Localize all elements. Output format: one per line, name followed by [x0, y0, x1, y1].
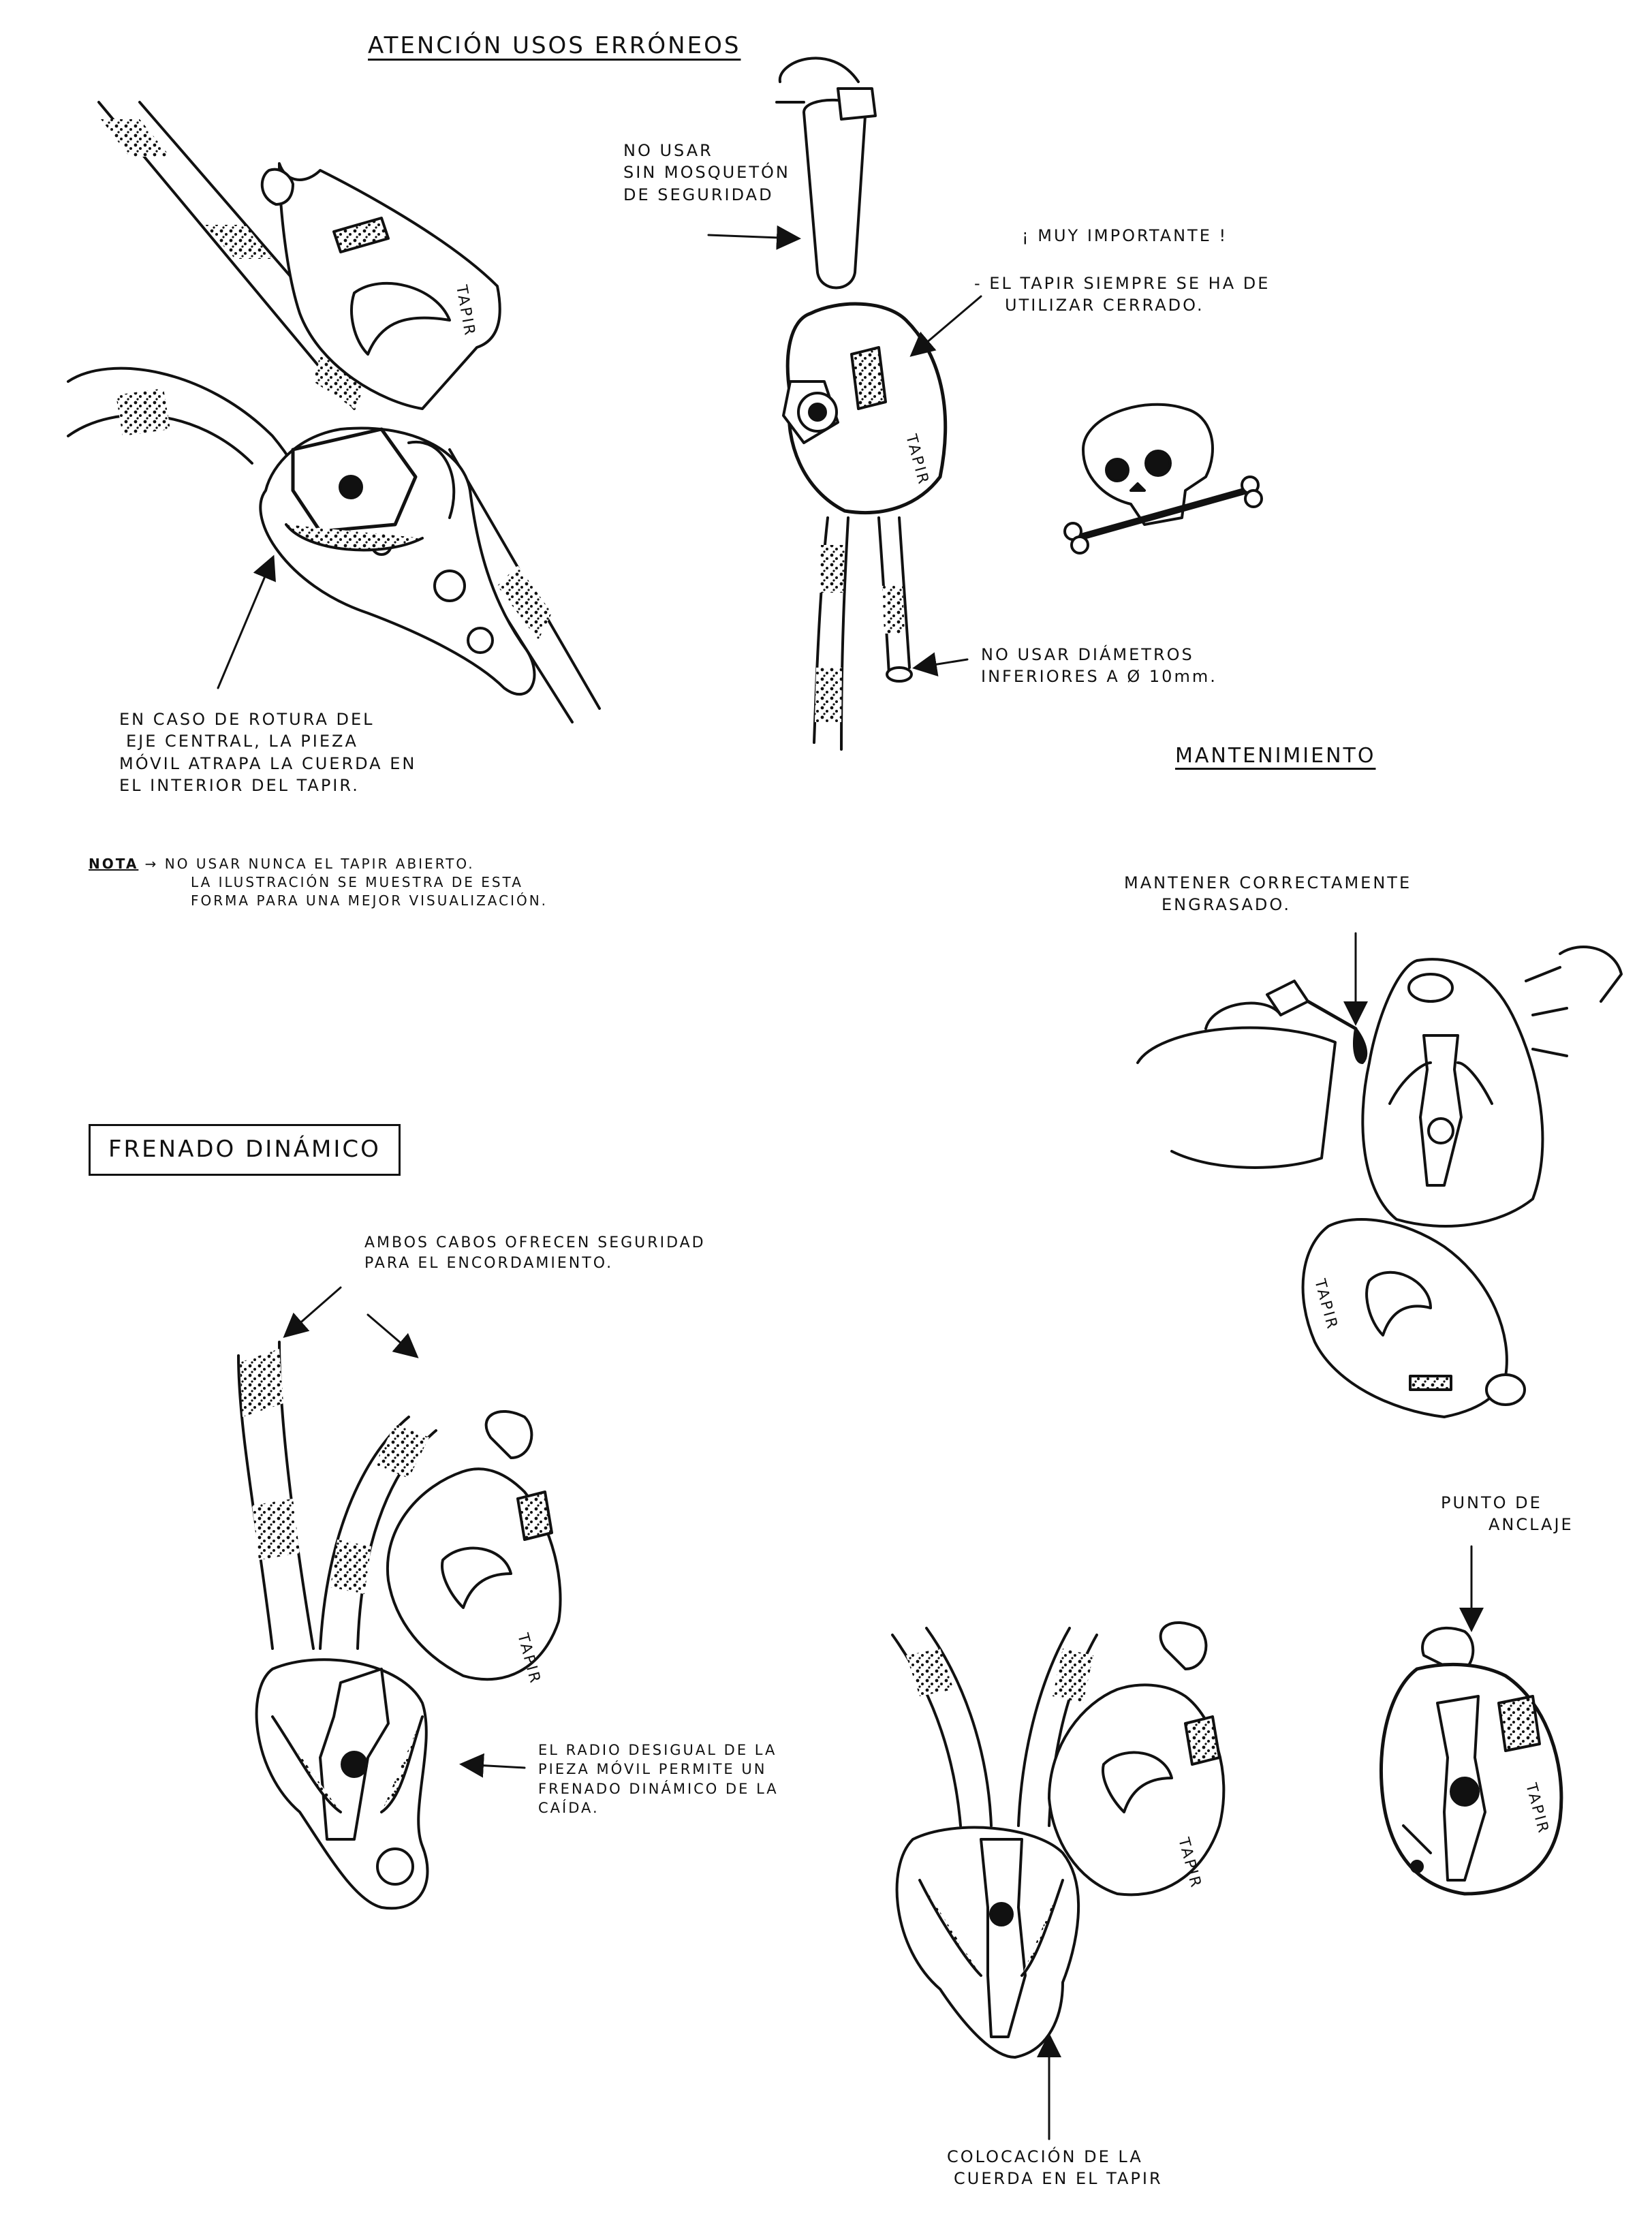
important-note-line-2: UTILIZAR CERRADO. [1005, 296, 1204, 315]
radius-note-line-2: PIEZA MÓVIL PERMITE UN [538, 1761, 767, 1778]
tapir-base-placement [897, 1828, 1078, 2057]
grease-note-line-1: MANTENER CORRECTAMENTE [1124, 873, 1412, 892]
rope-strands-down [814, 518, 911, 749]
arrow-both-ends-left [286, 1288, 341, 1335]
tapir-model-mark-2: TAPIR [902, 433, 933, 488]
rope-placement-note-line-1: COLOCACIÓN DE LA [947, 2147, 1143, 2166]
tapir-model-mark-4: TAPIR [514, 1632, 544, 1687]
nota-block [89, 855, 548, 910]
tapir-model-mark-3: TAPIR [1311, 1277, 1341, 1332]
axle-break-note-line-2: EJE CENTRAL, LA PIEZA [126, 732, 358, 751]
nota-line-1: NO USAR NUNCA EL TAPIR ABIERTO. [164, 856, 475, 872]
carabiner-note [623, 140, 790, 206]
anchor-point-figure [1381, 1628, 1561, 1894]
arrow-axle-break [218, 559, 272, 688]
grease-note [1124, 872, 1412, 916]
axle-break-note [119, 708, 416, 797]
misuse-title: ATENCIÓN USOS ERRÓNEOS [368, 32, 741, 59]
anchor-note-line-1: PUNTO DE [1441, 1493, 1542, 1512]
arrow-carabiner [708, 235, 797, 238]
tapir-model-mark-6: TAPIR [1522, 1781, 1553, 1837]
arrow-radius [463, 1764, 525, 1768]
arrow-diameter [916, 659, 967, 668]
axle-break-note-line-4: EL INTERIOR DEL TAPIR. [119, 776, 360, 796]
axle-break-note-line-1: EN CASO DE ROTURA DEL [119, 710, 375, 729]
tapir-side-plate-open [262, 163, 500, 409]
grease-note-line-2: ENGRASADO. [1162, 895, 1291, 915]
carabiner-note-line-2: SIN MOSQUETÓN [623, 163, 790, 183]
tapir-open-greasing [1362, 959, 1542, 1226]
tapir-closed-body [783, 304, 946, 512]
open-tapir-figure [68, 102, 599, 722]
nota-line-3: FORMA PARA UNA MEJOR VISUALIZACIÓN. [191, 892, 548, 909]
tapir-side-plate-greasing [1303, 1219, 1525, 1417]
rope-placement-note-line-2: CUERDA EN EL TAPIR [954, 2169, 1163, 2189]
radius-note-line-3: FRENADO DINÁMICO DE LA [538, 1780, 779, 1797]
both-ends-note-line-1: AMBOS CABOS OFRECEN SEGURIDAD [364, 1234, 706, 1251]
radius-note-line-1: EL RADIO DESIGUAL DE LA [538, 1742, 777, 1758]
skull-crossbones-icon [1065, 405, 1262, 553]
radius-note [538, 1741, 779, 1817]
rope-placement-figure [892, 1623, 1224, 2057]
both-ends-note-line-2: PARA EL ENCORDAMIENTO. [364, 1254, 614, 1272]
tapir-model-mark-1: TAPIR [452, 283, 479, 339]
arrow-both-ends-right [368, 1315, 416, 1356]
greasing-figure [1138, 947, 1621, 1417]
tapir-base-braking [257, 1659, 428, 1908]
anchor-note-line-2: ANCLAJE [1489, 1515, 1574, 1535]
important-note [974, 272, 1270, 317]
both-ends-note [364, 1233, 706, 1273]
diameter-note-line-1: NO USAR DIÁMETROS [981, 645, 1194, 664]
axle-break-note-line-3: MÓVIL ATRAPA LA CUERDA EN [119, 753, 417, 773]
radius-note-line-4: CAÍDA. [538, 1800, 599, 1817]
important-title: ¡ MUY IMPORTANTE ! [1022, 226, 1228, 245]
tapir-model-mark-5: TAPIR [1174, 1836, 1205, 1891]
anchor-note [1441, 1492, 1574, 1536]
spray-can [1138, 981, 1366, 1168]
carabiner-note-line-1: NO USAR [623, 141, 713, 160]
important-note-line-1: - EL TAPIR SIEMPRE SE HA DE [974, 274, 1271, 293]
rope-placement-note [947, 2146, 1163, 2190]
nota-arrow-glyph: → [144, 856, 165, 872]
diameter-note-line-2: INFERIORES A Ø 10mm. [981, 667, 1217, 687]
carabiner [777, 58, 875, 287]
nota-label: NOTA [89, 856, 139, 872]
diameter-note [981, 644, 1217, 688]
arrow-important [913, 296, 981, 354]
dynamic-braking-title: FRENADO DINÁMICO [89, 1124, 401, 1176]
nota-line-2: LA ILUSTRACIÓN SE MUESTRA DE ESTA [191, 874, 523, 890]
dynamic-braking-figure [238, 1342, 561, 1908]
carabiner-note-line-3: DE SEGURIDAD [623, 185, 774, 204]
motion-lines [1526, 947, 1621, 1056]
maintenance-title: MANTENIMIENTO [1175, 744, 1376, 768]
